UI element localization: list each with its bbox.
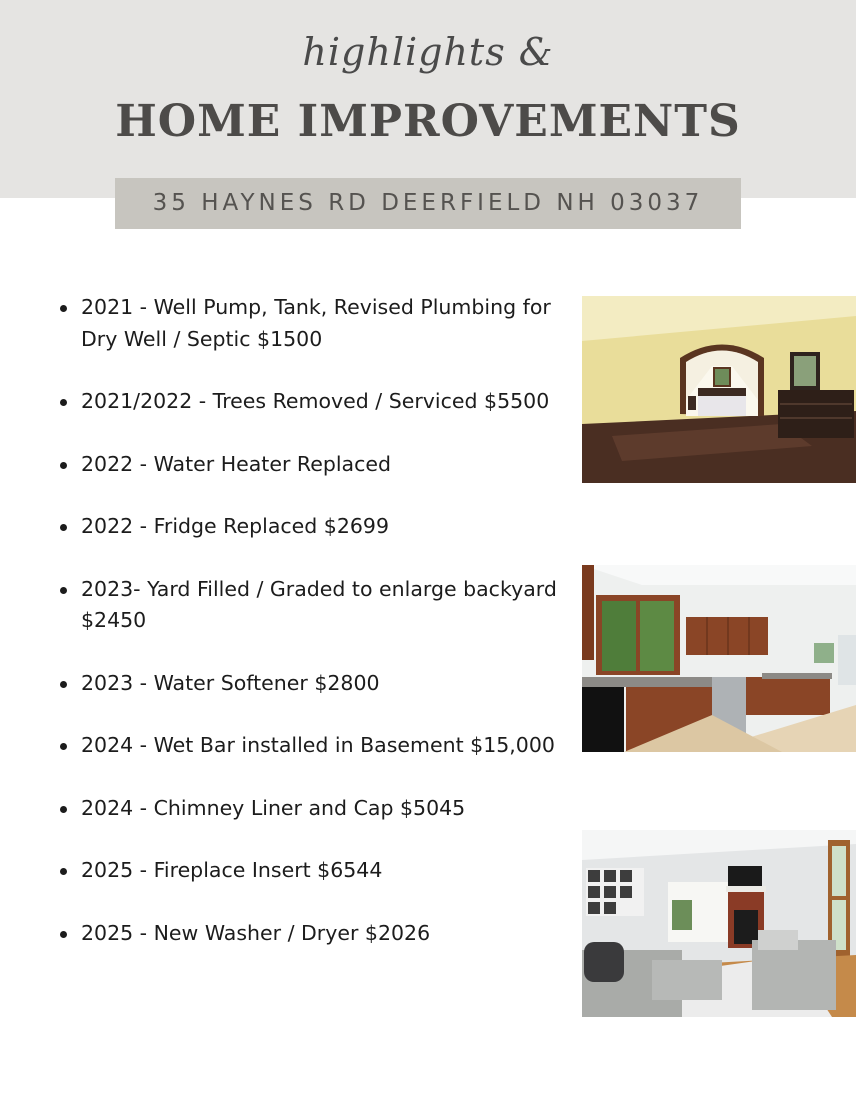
improvements-list bbox=[58, 292, 558, 980]
bullet-icon bbox=[60, 931, 67, 938]
list-item bbox=[58, 386, 558, 418]
bedroom-photo bbox=[582, 296, 856, 483]
bullet-icon bbox=[60, 399, 67, 406]
list-item bbox=[58, 574, 558, 637]
script-title: highlights & bbox=[302, 30, 554, 74]
list-item-text: 2025 - Fireplace Insert $6544 bbox=[81, 858, 383, 882]
list-item bbox=[58, 449, 558, 481]
page-title: HOME IMPROVEMENTS bbox=[115, 96, 741, 147]
bullet-icon bbox=[60, 524, 67, 531]
bullet-icon bbox=[60, 868, 67, 875]
kitchen-photo bbox=[582, 565, 856, 752]
bullet-icon bbox=[60, 305, 67, 312]
list-item-text: 2022 - Fridge Replaced $2699 bbox=[81, 514, 390, 538]
list-item-text: 2024 - Wet Bar installed in Basement $15,000 bbox=[81, 733, 555, 757]
list-item bbox=[58, 511, 558, 543]
list-item-text: 2022 - Water Heater Replaced bbox=[81, 451, 392, 476]
list-item-text: 2021/2022 - Trees Removed / Serviced $5500 bbox=[81, 389, 550, 413]
bullet-icon bbox=[60, 462, 67, 469]
list-item bbox=[58, 855, 558, 887]
bullet-icon bbox=[60, 806, 67, 813]
living-room-photo bbox=[582, 830, 856, 1017]
list-item bbox=[58, 668, 558, 700]
list-item bbox=[58, 730, 558, 762]
list-item-text: 2023 - Water Softener $2800 bbox=[81, 670, 380, 695]
bullet-icon bbox=[60, 587, 67, 594]
list-item bbox=[58, 292, 558, 355]
bullet-icon bbox=[60, 743, 67, 750]
bullet-icon bbox=[60, 681, 67, 688]
list-item-text: 2021 - Well Pump, Tank, Revised Plumbing for Dry Well / Septic $1500 bbox=[81, 295, 551, 351]
list-item-text: 2025 - New Washer / Dryer $2026 bbox=[81, 920, 431, 945]
list-item bbox=[58, 918, 558, 950]
address-bar: 35 HAYNES RD DEERFIELD NH 03037 bbox=[115, 178, 741, 229]
list-item bbox=[58, 793, 558, 825]
list-item-text: 2024 - Chimney Liner and Cap $5045 bbox=[81, 795, 466, 820]
list-item-text: 2023- Yard Filled / Graded to enlarge backyard $2450 bbox=[81, 576, 557, 632]
